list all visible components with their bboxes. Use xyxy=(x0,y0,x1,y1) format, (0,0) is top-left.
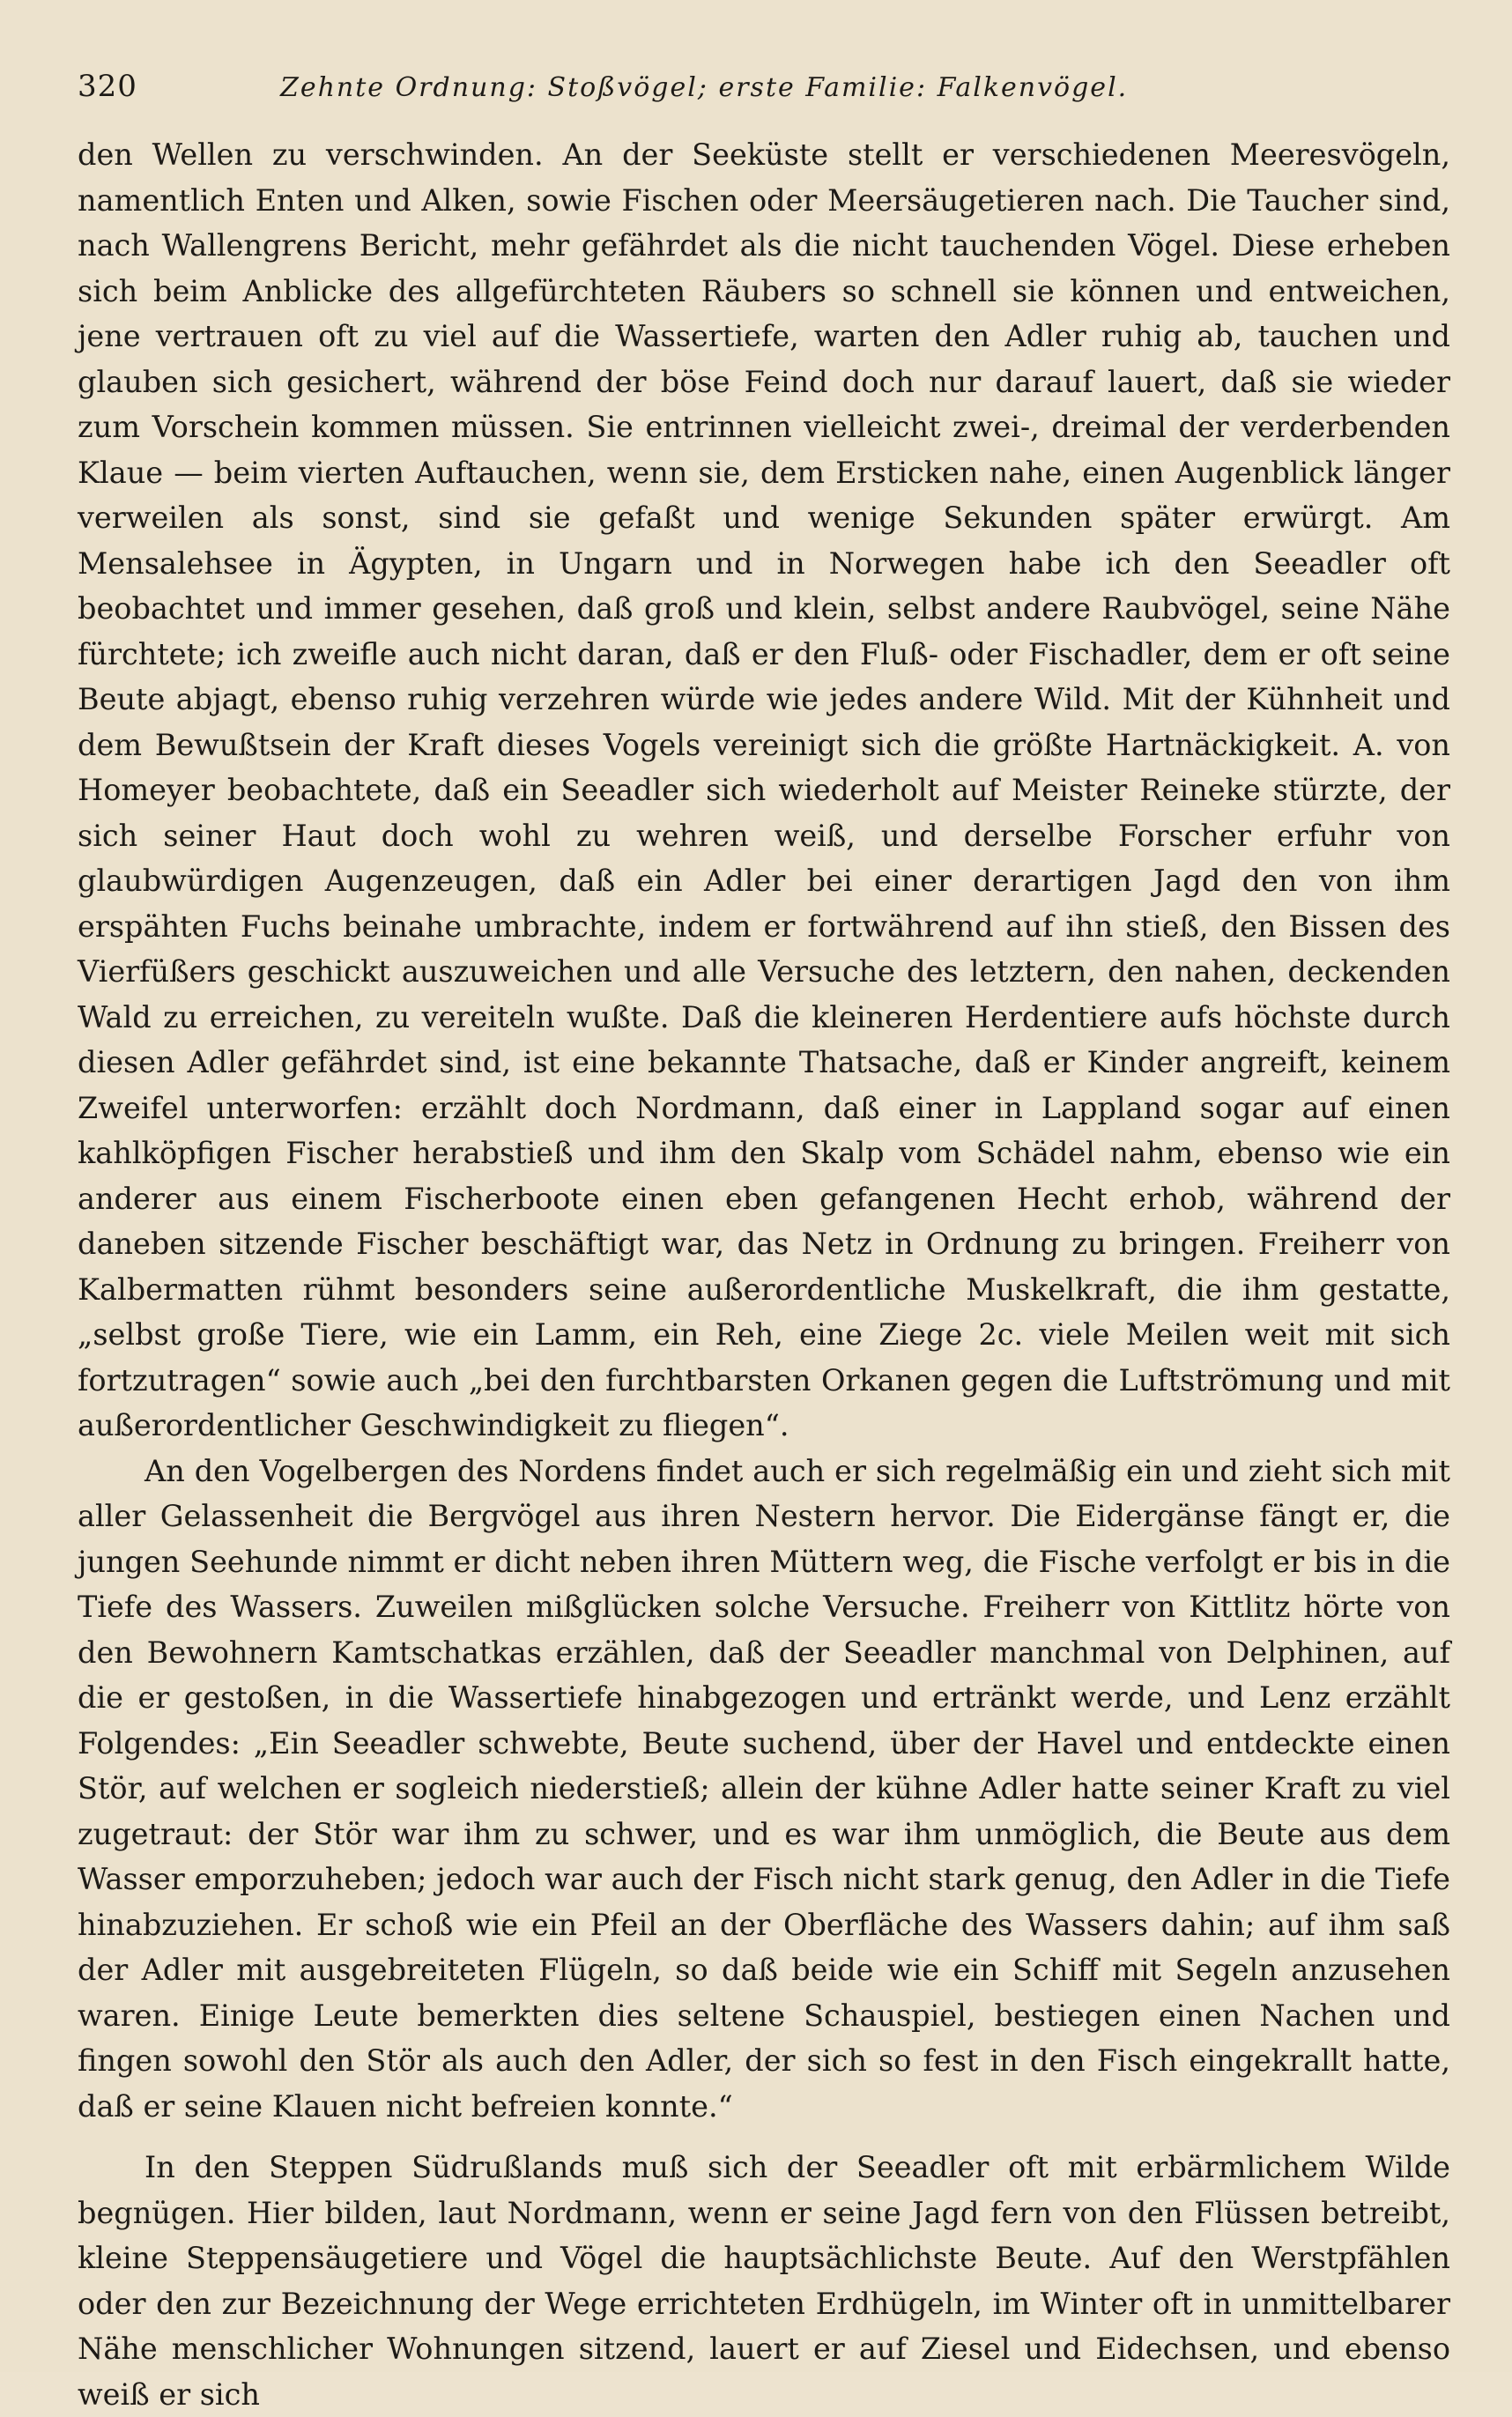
page-number: 320 xyxy=(78,69,137,104)
body-text xyxy=(78,132,1450,2417)
paragraph: An den Vogelbergen des Nordens findet auch er sich regelmäßig ein und zieht sich mit aller Gelassenheit die Bergvögel aus ihren Nestern hervor. Die Eidergänse fängt er, die jungen Seehunde nimmt er dicht neben ihren Müttern weg, die Fische verfolgt er bis in die Tiefe des Wassers. Zuweilen mißglücken solche Versuche. Freiherr von Kittlitz hörte von den Bewohnern Kamtschatkas erzählen, daß der Seeadler manchmal von Delphinen, auf die er gestoßen, in die Wassertiefe hinabgezogen und ertränkt werde, und Lenz erzählt Folgendes: „Ein Seeadler schwebte, Beute suchend, über der Havel und entdeckte einen Stör, auf welchen er sogleich niederstieß; allein der kühne Adler hatte seiner Kraft zu viel zugetraut: der Stör war ihm zu schwer, und es war ihm unmöglich, die Beute aus dem Wasser emporzuheben; jedoch war auch der Fisch nicht stark genug, den Adler in die Tiefe hinabzuziehen. Er schoß wie ein Pfeil an der Oberfläche des Wassers dahin; auf ihm saß der Adler mit ausgebreiteten Flügeln, so daß beide wie ein Schiff mit Segeln anzusehen waren. Einige Leute bemerkten dies seltene Schauspiel, bestiegen einen Nachen und fingen sowohl den Stör als auch den Adler, der sich so fest in den Fisch eingekrallt hatte, daß er seine Klauen nicht befreien konnte.“ xyxy=(78,1453,1450,2124)
running-title: Zehnte Ordnung: Stoßvögel; erste Familie: Falkenvögel. xyxy=(280,72,1129,103)
paragraph: In den Steppen Südrußlands muß sich der Seeadler oft mit erbärmlichem Wilde begnügen. Hier bilden, laut Nordmann, wenn er seine Jagd fern von den Flüssen betreibt, kleine Steppensäugetiere und Vögel die hauptsächlichste Beute. Auf den Werstpfählen oder den zur Bezeichnung der Wege errichteten Erdhügeln, im Winter oft in unmittelbarer Nähe menschlicher Wohnungen sitzend, lauert er auf Ziesel und Eidechsen, und ebenso weiß er sich xyxy=(78,2150,1450,2412)
running-head xyxy=(78,69,1450,113)
paragraph: den Wellen zu verschwinden. An der Seeküste stellt er verschiedenen Meeresvögeln, namentlich Enten und Alken, sowie Fischen oder Meersäugetieren nach. Die Taucher sind, nach Wallengrens Bericht, mehr gefährdet als die nicht tauchenden Vögel. Diese erheben sich beim Anblicke des allgefürchteten Räubers so schnell sie können und entweichen, jene vertrauen oft zu viel auf die Wassertiefe, warten den Adler ruhig ab, tauchen und glauben sich gesichert, während der böse Feind doch nur darauf lauert, daß sie wieder zum Vorschein kommen müssen. Sie entrinnen vielleicht zwei-, dreimal der verderbenden Klaue — beim vierten Auftauchen, wenn sie, dem Ersticken nahe, einen Augenblick länger verweilen als sonst, sind sie gefaßt und wenige Sekunden später erwürgt. Am Mensalehsee in Ägypten, in Ungarn und in Norwegen habe ich den Seeadler oft beobachtet und immer gesehen, daß groß und klein, selbst andere Raubvögel, seine Nähe fürchtete; ich zweifle auch nicht daran, daß er den Fluß- oder Fischadler, dem er oft seine Beute abjagt, ebenso ruhig verzehren würde wie jedes andere Wild. Mit der Kühnheit und dem Bewußtsein der Kraft dieses Vogels vereinigt sich die größte Hartnäckigkeit. A. von Homeyer beobachtete, daß ein Seeadler sich wiederholt auf Meister Reineke stürzte, der sich seiner Haut doch wohl zu wehren weiß, und derselbe Forscher erfuhr von glaubwürdigen Augenzeugen, daß ein Adler bei einer derartigen Jagd den von ihm erspähten Fuchs beinahe umbrachte, indem er fortwährend auf ihn stieß, den Bissen des Vierfüßers geschickt auszuweichen und alle Versuche des letztern, den nahen, deckenden Wald zu erreichen, zu vereiteln wußte. Daß die kleineren Herdentiere aufs höchste durch diesen Adler gefährdet sind, ist eine bekannte Thatsache, daß er Kinder angreift, keinem Zweifel unterworfen: erzählt doch Nordmann, daß einer in Lappland sogar auf einen kahlköpfigen Fischer herabstieß und ihm den Skalp vom Schädel nahm, ebenso wie ein anderer aus einem Fischerboote einen eben gefangenen Hecht erhob, während der daneben sitzende Fischer beschäftigt war, das Netz in Ordnung zu bringen. Freiherr von Kalbermatten rühmt besonders seine außerordentliche Muskelkraft, die ihm gestatte, „selbst große Tiere, wie ein Lamm, ein Reh, eine Ziege 2c. viele Meilen weit mit sich fortzutragen“ sowie auch „bei den furchtbarsten Orkanen gegen die Luftströmung und mit außerordentlicher Geschwindigkeit zu fliegen“. xyxy=(78,137,1450,1442)
